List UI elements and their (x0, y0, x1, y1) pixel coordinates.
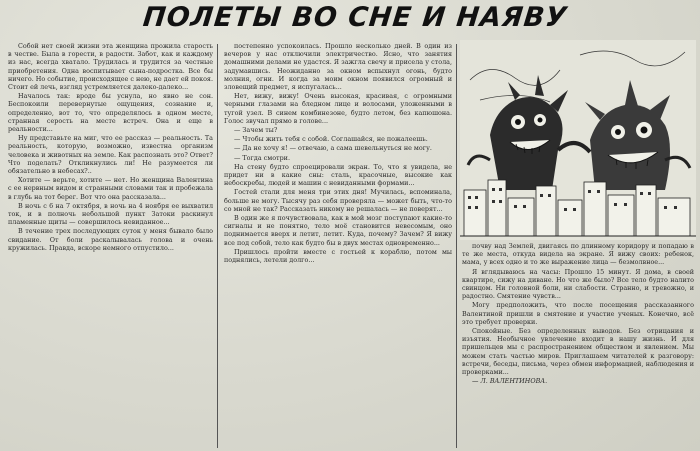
dialog-line: — Чтобы жить тебя с собой. Соглашайся, не пожалеешь. (234, 135, 428, 144)
paragraph: почву над Землей, двигаясь по длинному коридору и попадаю в те же места, откуда видела на экране. Я вижу своих: ребенок, мама, у всех одно и то же выражение лица — безмолвное... (462, 242, 694, 267)
dialog-line: — Тогда смотри. (234, 153, 290, 162)
monsters-over-city-icon (460, 40, 696, 240)
article-headline: ПОЛЕТЫ ВО СНЕ И НАЯВУ (141, 2, 569, 33)
article-signature: — Л. ВАЛЕНТИНОВА. (472, 377, 548, 386)
dialog-line: — Зачем ты? (234, 126, 278, 135)
paragraph: Хотите — верьте, хотите — нет. Но женщина Валентина с ее нервным видом и странными словами так и пробежала в глубь на тот берег. Вот что она рассказала... (8, 176, 213, 201)
article-column-2 (224, 42, 452, 448)
paragraph: Гостей стали для меня три этих дня! Мучилась, вспоминала, больше не могу. Тысячу раз себя проверяла — может быть, что-то со мной не так? Рассказать никому не решалась — не поверят... (224, 188, 452, 213)
paragraph: Нет, вижу, вижу! Очень высокая, красивая, с огромными черными глазами на бледном лице и волосами, уложенными в тугой узел. В синем комбинезоне, будто летом, без капюшона. Голос звучал прямо в голове... (224, 92, 452, 125)
column-divider (456, 44, 457, 448)
paragraph: Началось так: вроде бы уснула, но явно не сон. Беспокоили перевернутые ощущения, сознание и, определенно, вот то, что определялось в одном месте, странная серость на месте встреч. Она и еще в реальности... (8, 92, 213, 134)
article-column-3 (462, 242, 694, 448)
paragraph: Собой нет своей жизни эта женщина прожила старость в честве. Была в горести, в радости. Забот, как и каждому из нас, всегда хватало. Трудилась и трудится за честные приобретения. Одна воспитывает сына-подростка. Все бы ничего. Но событие, происходящее с нею, не дает ей покоя. Стоит ей лечь, взгляд устремляется далеко-далеко... (8, 42, 213, 92)
paragraph: Ну представьте на миг, что ее рассказ — реальность. Та реальность, которую, возможно, известна организм человека и животных на земле. Как распознать это? Ответ? Что поделать? Откликнулись ли! Не разумеется ли обязательно в небесах?.. (8, 134, 213, 176)
dialog-line: — Да не хочу я! — отвечаю, а сама шевельнуться не могу. (234, 144, 432, 153)
paragraph: В один же я почувствовала, как в мой мозг поступают какие-то сигналы и не понятно, тело моё становится невесомым, оно поднимается вверх и летит, летит. Куда, почему? Зачем? Я вижу все под собой, тело как будто бы в двух местах одновременно... (224, 214, 452, 247)
paragraph: На стену будто спроецировали экран. То, что я увидела, не придет ни в какие сны: сталь, красочные, высокие как небоскребы, людей и машин с невиданными формами... (224, 162, 452, 188)
paragraph: Пришлось пройти вместе с гостьей к кораблю, потом мы поднялись, летели долго... (224, 247, 452, 265)
article-column-1 (8, 42, 213, 448)
paragraph: Я вглядываюсь на часы: Прошло 15 минут. Я дома, в своей квартире, сижу на диване. Но что же было? Все тело будто налито свинцом. Ни головной боли, ни слабости. Странно, и тревожно, и радостно. Смятение чувств... (462, 267, 694, 301)
paragraph: Могу предположить, что после посещения рассказанного Валентиной пришли в смятение и участие ученых. Конечно, всё это требует проверки. (462, 301, 694, 326)
paragraph: В ночь с 6 на 7 октября, в ночь на 4 ноября ее выхватил ток, и в полночь небольшой пункт Затоки раскинул пламенные щиты — совершилось невиданное... (8, 201, 213, 227)
paragraph: Спокойные. Без определенных выводов. Без отрицания и изъятия. Необычное увлечение входит в нашу жизнь. И для пришельцев мы с распространением обществом и явлением. Мы можем стать частью миров. Приглашаем читателей к разговору: встречи, беседы, письма, через обмен информацией, наблюдения и проверками... (462, 327, 694, 377)
paragraph: постепенно успокоилась. Прошло несколько дней. В один из вечеров у нас отключили электричество. Ясно, что занятия домашними делами не удастся. Я зажгла свечу и присела у стола, задумавшись. Неожиданно за окном вспыхнул огонь, будто молния, огни. И когда за моим окном появился огромный и зловещий предмет, я испугалась... (224, 42, 452, 92)
column-divider (217, 44, 218, 448)
paragraph: В течение трех последующих суток у меня бывало было свидание. От боли раскалывалась голова и очень кружилась. Правда, вскоре немного отпустило... (8, 227, 213, 252)
